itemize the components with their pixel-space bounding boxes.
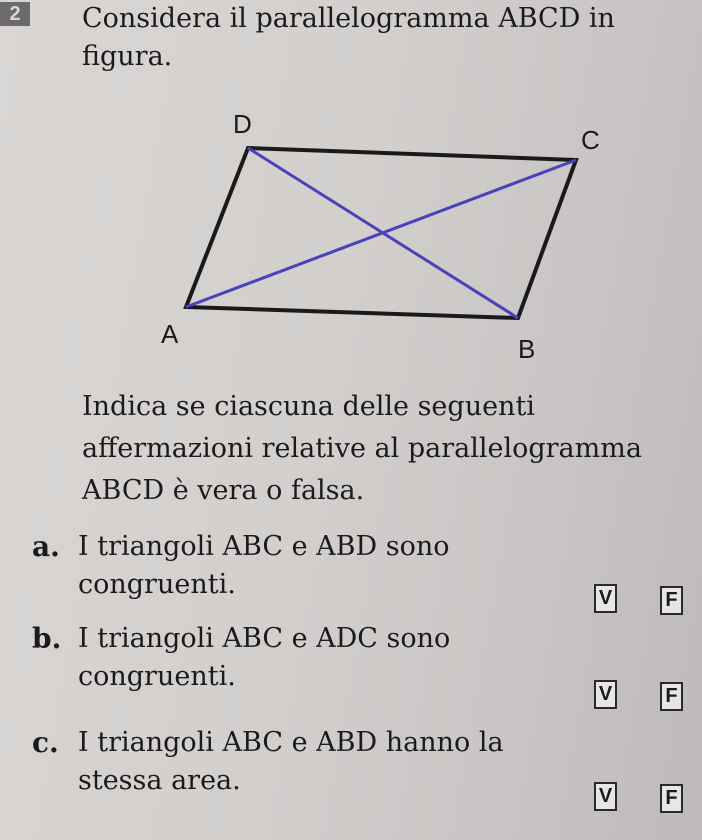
statement-c-line-1: I triangoli ABC e ABD hanno la: [78, 727, 504, 758]
exercise-number: 2: [0, 2, 30, 26]
statement-b-line-1: I triangoli ABC e ADC sono: [78, 623, 451, 654]
statement-a-line-1: I triangoli ABC e ABD sono: [78, 531, 450, 562]
statement-a-letter: a.: [32, 530, 60, 563]
statement-c-letter: c.: [32, 726, 59, 759]
vertex-label-c: C: [581, 125, 600, 155]
statement-a-line-2: congruenti.: [78, 569, 236, 600]
statement-c-true-checkbox[interactable]: V: [594, 782, 617, 811]
statement-a-false-checkbox[interactable]: F: [660, 586, 683, 615]
vertex-label-a: A: [161, 319, 179, 349]
vertex-label-d: D: [233, 109, 252, 139]
statement-c-line-2: stessa area.: [78, 765, 241, 796]
statement-c-false-checkbox[interactable]: F: [660, 784, 683, 813]
parallelogram-figure: [0, 0, 702, 380]
diagonal-ac: [186, 160, 576, 307]
instructions-line-3: ABCD è vera o falsa.: [82, 475, 365, 506]
statement-b-letter: b.: [32, 622, 62, 655]
problem-statement-line-2: figura.: [82, 41, 173, 72]
problem-statement-line-1: Considera il parallelogramma ABCD in: [82, 3, 615, 34]
instructions-line-1: Indica se ciascuna delle seguenti: [82, 391, 535, 422]
vertex-label-b: B: [518, 334, 536, 364]
statement-a-true-checkbox[interactable]: V: [594, 584, 617, 613]
statement-b-line-2: congruenti.: [78, 661, 236, 692]
statement-b-true-checkbox[interactable]: V: [594, 680, 617, 709]
statement-b-false-checkbox[interactable]: F: [660, 682, 683, 711]
instructions-line-2: affermazioni relative al parallelogramma: [82, 433, 642, 464]
